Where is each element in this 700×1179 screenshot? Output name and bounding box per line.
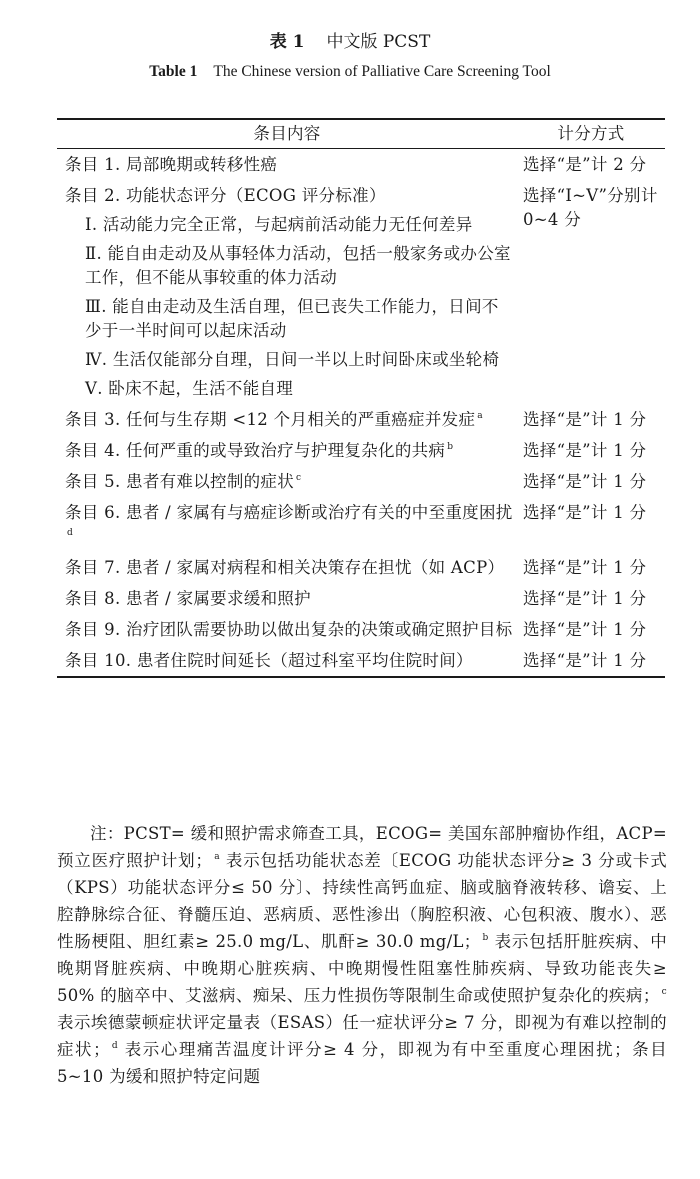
score-cell: 选择“是”计 1 分: [523, 472, 647, 491]
note-abbreviations: 注：PCST= 缓和照护需求筛查工具，ECOG= 美国东部肿瘤协作组，ACP= 预立医疗照护计划；: [57, 824, 667, 870]
ecog-level: Ⅲ. 能自由走动及生活自理，但已丧失工作能力，日间不少于一半时间可以起床活动: [85, 297, 499, 340]
table-row: [57, 552, 665, 583]
footnote-marker-b: b: [482, 933, 489, 943]
table-footnote: [57, 820, 667, 1090]
score-cell: 选择“是”计 2 分: [523, 155, 647, 174]
table-row: [57, 435, 665, 466]
item-cell: [57, 404, 517, 435]
note-a-text: 表示包括功能状态差〔ECOG 功能状态评分≥ 3 分或卡式（KPS）功能状态评分≤ 50 分〕、持续性高钙血症、脑或脑脊液转移、谵妄、上腔静脉综合征、脊髓压迫、恶病质、恶性渗出（胸腔积液、心包积液、腹水）、恶性肠梗阻、胆红素≥ 25.0 mg/L、肌酐≥ 30.0 mg/L；: [57, 851, 667, 951]
score-cell: 选择“是”计 1 分: [523, 503, 647, 522]
score-cell: 选择“是”计 1 分: [517, 645, 665, 677]
table-title-cn: 中文版 PCST: [326, 32, 431, 52]
table-row: [57, 614, 665, 645]
score-cell: 选择“Ⅰ~Ⅴ”分别计 0~4 分: [523, 186, 658, 229]
table-row: [57, 583, 665, 614]
table-label-cn: 表 1: [269, 32, 305, 52]
note-c-text: 表示埃德蒙顿症状评定量表（ESAS）任一症状评分≥ 7 分，即视为有难以控制的症状；: [57, 1013, 667, 1059]
header-scoring-method: 计分方式: [517, 119, 665, 149]
table-row: [57, 466, 665, 497]
item-cell: [57, 497, 517, 552]
footnote-marker: d: [67, 528, 74, 538]
item-text: 条目 5. 患者有难以控制的症状: [65, 472, 295, 491]
ecog-level: Ⅱ. 能自由走动及从事轻体力活动，包括一般家务或办公室工作，但不能从事较重的体力活动: [85, 244, 511, 287]
ecog-level: Ⅰ. 活动能力完全正常，与起病前活动能力无任何差异: [85, 215, 473, 234]
header-item-content: 条目内容: [57, 119, 517, 149]
table-row: [57, 645, 665, 677]
item-text: 条目 6. 患者 / 家属有与癌症诊断或治疗有关的中至重度困扰: [65, 503, 513, 522]
table-label-en: Table 1: [149, 63, 198, 80]
table-caption-cn: [0, 30, 700, 54]
item-text: 条目 3. 任何与生存期 <12 个月相关的严重癌症并发症: [65, 410, 476, 429]
table-row: [57, 149, 665, 181]
footnote-marker: b: [447, 442, 454, 452]
score-cell: 选择“是”计 1 分: [523, 410, 647, 429]
ecog-level: Ⅳ. 生活仅能部分自理，日间一半以上时间卧床或坐轮椅: [85, 350, 500, 369]
item-cell: 条目 1. 局部晚期或转移性癌: [65, 155, 278, 174]
score-cell: 选择“是”计 1 分: [523, 441, 647, 460]
pcst-table: [57, 118, 665, 678]
footnote-marker-a: a: [214, 852, 220, 862]
item-cell: [57, 466, 517, 497]
item-cell: [57, 435, 517, 466]
table-title-en: The Chinese version of Palliative Care Screening Tool: [213, 63, 551, 80]
table-row: [57, 404, 665, 435]
footnote-marker: c: [296, 473, 302, 483]
table-caption-en: [0, 60, 700, 84]
footnote-marker-d: d: [111, 1041, 118, 1051]
score-cell: 选择“是”计 1 分: [523, 620, 647, 639]
item-cell: 条目 8. 患者 / 家属要求缓和照护: [65, 589, 311, 608]
ecog-level: Ⅴ. 卧床不起，生活不能自理: [85, 379, 294, 398]
item-cell: 条目 7. 患者 / 家属对病程和相关决策存在担忧（如 ACP）: [65, 558, 505, 577]
footnote-marker-c: c: [661, 987, 667, 997]
note-d-text: 表示心理痛苦温度计评分≥ 4 分，即视为有中至重度心理困扰；条目 5~10 为缓和照护特定问题: [57, 1040, 667, 1086]
note-b-text: 表示包括肝脏疾病、中晚期肾脏疾病、中晚期心脏疾病、中晚期慢性阻塞性肺疾病、导致功能丧失≥ 50% 的脑卒中、艾滋病、痴呆、压力性损伤等限制生命或使照护复杂化的疾病；: [57, 932, 667, 1005]
table-header-row: [57, 119, 665, 149]
table-row: [57, 497, 665, 552]
score-cell: 选择“是”计 1 分: [523, 589, 647, 608]
table-row: [57, 180, 665, 211]
item-cell: 条目 2. 功能状态评分（ECOG 评分标准）: [65, 186, 386, 205]
footnote-marker: a: [477, 411, 483, 421]
score-cell: 选择“是”计 1 分: [523, 558, 647, 577]
item-cell: 条目 10. 患者住院时间延长（超过科室平均住院时间）: [57, 645, 517, 677]
item-text: 条目 4. 任何严重的或导致治疗与护理复杂化的共病: [65, 441, 446, 460]
item-cell: 条目 9. 治疗团队需要协助以做出复杂的决策或确定照护目标: [65, 620, 513, 639]
